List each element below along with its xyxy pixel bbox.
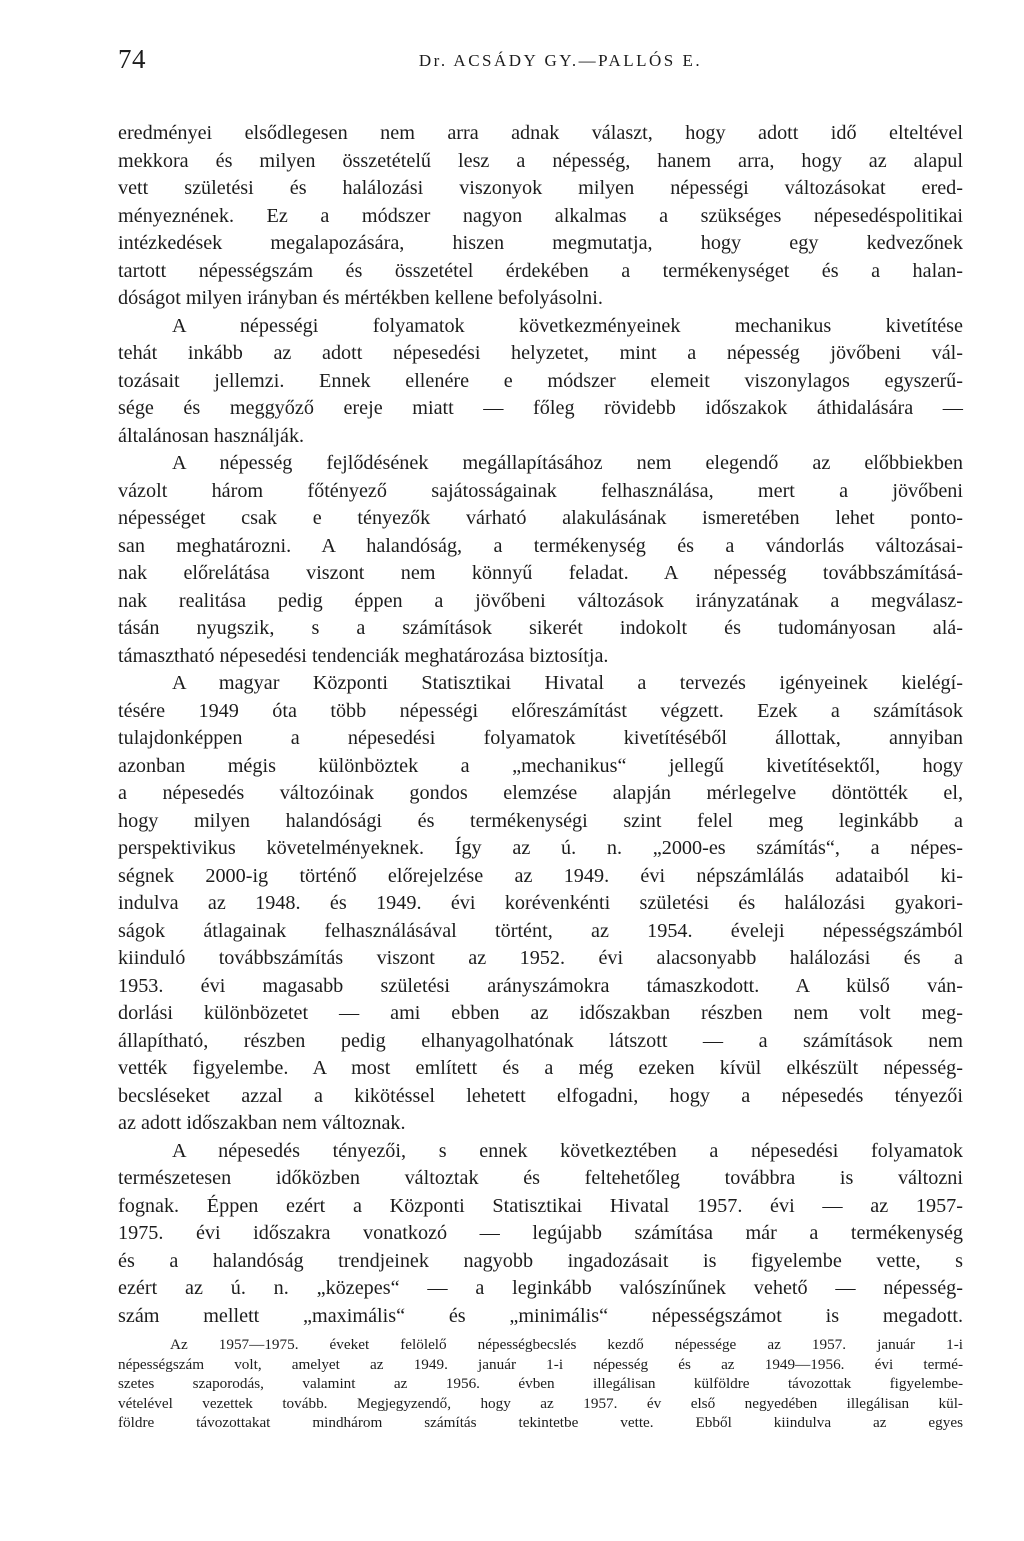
- text-line: 1953. évi magasabb születési arányszámokra támaszkodott. A külső ván-: [118, 974, 963, 997]
- text-line: tulajdonképpen a népesedési folyamatok kivetítéséből állottak, annyiban: [118, 727, 963, 749]
- footnote: [118, 1335, 963, 1433]
- text-line: tehát inkább az adott népesedési helyzetet, mint a népesség jövőbeni vál-: [118, 342, 963, 364]
- text-line: az adott időszakban nem változnak.: [118, 1112, 406, 1134]
- text-line: támasztható népesedési tendenciák meghatározása biztosítja.: [118, 644, 609, 667]
- text-line: a népesedés változóinak gondos elemzése alapján mérlegelve döntötték el,: [118, 782, 963, 804]
- text-line: nak előrelátása viszont nem könnyű feladat. A népesség továbbszámításá-: [118, 562, 963, 584]
- text-line: állapítható, részben pedig elhanyagolhatónak látszott — a számítások nem: [118, 1029, 963, 1052]
- text-line: népességet csak e tényezők várható alakulásának ismeretében lehet ponto-: [118, 507, 963, 529]
- text-line: indulva az 1948. és 1949. évi korévenkénti születési és halálozási gyakori-: [118, 892, 963, 914]
- text-line: tozásait jellemzi. Ennek ellenére e módszer elemeit viszonylagos egyszerű-: [118, 369, 963, 392]
- text-line: mekkora és milyen összetételű lesz a népesség, hanem arra, hogy az alapul: [118, 149, 963, 172]
- text-line: ságok átlagainak felhasználásával történt, az 1954. éveleji népességszámból: [118, 919, 963, 942]
- text-line: 1975. évi időszakra vonatkozó — legújabb számítása már a termékenység: [118, 1222, 963, 1244]
- text-line: vázolt három főtényező sajátosságainak felhasználása, mert a jövőbeni: [118, 479, 963, 502]
- footnote-line: népességszám volt, amelyet az 1949. január 1-i népesség és az 1949—1956. évi termé-: [118, 1355, 963, 1373]
- text-line: hogy milyen halandósági és termékenységi szint felel meg leginkább a: [118, 809, 963, 832]
- text-line: A népesség fejlődésének megállapításához nem elegendő az előbbiekben: [172, 452, 963, 474]
- text-line: vették figyelembe. A most említett és a még ezeken kívül elkészült népesség-: [118, 1057, 963, 1079]
- text-line: tésére 1949 óta több népességi előreszámítást végzett. Ezek a számítások: [118, 699, 963, 722]
- text-line: dóságot milyen irányban és mértékben kellene befolyásolni.: [118, 287, 603, 309]
- text-line: általánosan használják.: [118, 424, 305, 447]
- text-line: A népességi folyamatok következményeinek mechanikus kivetítése: [172, 314, 963, 337]
- footnote-line: Az 1957—1975. éveket felölelő népességbecslés kezdő népessége az 1957. január 1-i: [170, 1336, 963, 1353]
- text-line: eredményei elsődlegesen nem arra adnak választ, hogy adott idő elteltével: [118, 122, 963, 144]
- footnote-line: földre távozottakat mindhárom számítás tekintetbe vette. Ebből kiindulva az egyes: [118, 1414, 963, 1431]
- text-line: kiinduló továbbszámítás viszont az 1952. évi alacsonyabb halálozási és a: [118, 947, 963, 969]
- text-line: vett születési és halálozási viszonyok milyen népességi változásokat ered-: [118, 177, 963, 199]
- text-line: A népesedés tényezői, s ennek következtében a népesedési folyamatok: [172, 1139, 963, 1162]
- text-line: ményeznének. Ez a módszer nagyon alkalmas a szükséges népesedéspolitikai: [118, 204, 963, 227]
- page-number: 74: [118, 44, 146, 74]
- text-line: intézkedések megalapozására, hiszen megmutatja, hogy egy kedvezőnek: [118, 232, 963, 254]
- main-text: [118, 120, 963, 1330]
- text-line: sége és meggyőző ereje miatt — főleg rövidebb időszakok áthidalására —: [118, 397, 963, 419]
- text-line: és a halandóság trendjeinek nagyobb ingadozásait is figyelembe vette, s: [118, 1249, 963, 1272]
- text-line: perspektivikus követelményeknek. Így az ú. n. „2000-es számítás“, a népes-: [118, 837, 963, 859]
- text-line: azonban mégis különböztek a „mechanikus“ jellegű kivetítésektől, hogy: [118, 754, 963, 777]
- footnote-line: szetes szaporodás, valamint az 1956. évben illegálisan külföldre távozottak figyelembe-: [118, 1375, 963, 1392]
- text-line: szám mellett „maximális“ és „minimális“ népességszámot is megadott.: [118, 1304, 963, 1327]
- text-line: ezért az ú. n. „közepes“ — a leginkább valószínűnek vehető — népesség-: [118, 1277, 963, 1299]
- text-line: ségnek 2000-ig történő előrejelzése az 1949. évi népszámlálás adataiból ki-: [118, 864, 963, 887]
- running-head-authors: Dr. ACSÁDY GY.—PALLÓS E.: [418, 51, 703, 70]
- footnote-line: vételével vezettek tovább. Megjegyzendő, hogy az 1957. év első negyedében illegálisan kül-: [118, 1394, 963, 1412]
- text-line: tásán nyugszik, s a számítások sikerét indokolt és tudományosan alá-: [118, 617, 963, 639]
- text-line: természetesen időközben változtak és feltehetőleg továbbra is változni: [118, 1167, 963, 1189]
- text-line: tartott népességszám és összetétel érdekében a termékenységet és a halan-: [118, 259, 963, 282]
- text-line: dorlási különbözetet — ami ebben az időszakban részben nem volt meg-: [118, 1002, 963, 1024]
- text-line: fognak. Éppen ezért a Központi Statisztikai Hivatal 1957. évi — az 1957-: [118, 1194, 963, 1217]
- text-line: A magyar Központi Statisztikai Hivatal a tervezés igényeinek kielégí-: [172, 672, 963, 694]
- text-line: becsléseket azzal a kikötéssel lehetett elfogadni, hogy a népesedés tényezői: [118, 1084, 963, 1107]
- text-line: nak realitása pedig éppen a jövőbeni változások irányzatának a megválasz-: [118, 589, 963, 612]
- page-header: [118, 44, 963, 80]
- text-line: san meghatározni. A halandóság, a termékenység és a vándorlás változásai-: [118, 534, 963, 557]
